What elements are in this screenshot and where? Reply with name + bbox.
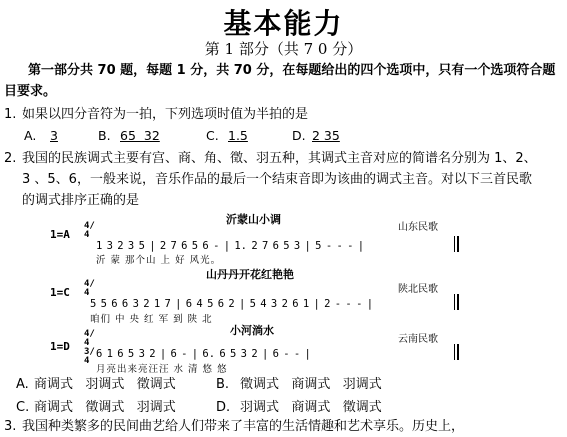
- time-signature: 4/4: [84, 279, 95, 298]
- question-text-line: 3 、5、6，一般来说，音乐作品的最后一个结束音即为该曲的调式主音。对以下三首民歌: [22, 172, 532, 187]
- option-letter: A.: [24, 128, 37, 143]
- page-title: 基本能力: [223, 7, 344, 40]
- song-title: 小河淌水: [230, 324, 274, 337]
- key-signature: 1=A: [50, 228, 70, 241]
- question-text: 如果以四分音符为一拍，下列选项时值为半拍的是: [22, 107, 309, 122]
- barline: [454, 344, 455, 360]
- question-text: 我国种类繁多的民间曲艺给人们带来了丰富的生活情趣和艺术享乐。历史上，: [22, 419, 465, 434]
- key-signature: 1=D: [50, 340, 70, 353]
- option-letter: C.: [16, 400, 30, 415]
- option-letter: A.: [16, 377, 29, 392]
- option-value: 商调式 徵调式 羽调式: [34, 400, 176, 415]
- option-letter: D.: [216, 400, 231, 415]
- time-signature: 4/4 3/4: [84, 329, 95, 366]
- option-letter: B.: [98, 128, 111, 143]
- question-number: 3.: [4, 419, 17, 434]
- option-value: 1.5: [228, 128, 248, 143]
- key-signature: 1=C: [50, 286, 70, 299]
- score-lyrics: 沂 蒙 那个山 上 好 风光。: [96, 255, 222, 266]
- score-lyrics: 月亮出来亮汪汪 水 清 悠 悠: [96, 364, 228, 375]
- option-letter: D.: [292, 128, 306, 143]
- question-number: 1.: [4, 107, 17, 122]
- section-subtitle: 第 1 部分（共 7 0 分）: [204, 40, 363, 58]
- question-number: 2.: [4, 151, 17, 166]
- score-notes: 5 5 6 6 3 2 1 7 | 6 4 5 6 2 | 5 4 3 2 6 1 | 2 - - - |: [90, 298, 374, 310]
- option-value: 65 32: [120, 128, 160, 143]
- option-letter: C.: [206, 128, 219, 143]
- score-notes: 6 1 6 5 3 2 | 6 - | 6. 6 5 3 2 | 6 - - |: [96, 348, 311, 360]
- option-value: 徵调式 商调式 羽调式: [240, 377, 382, 392]
- score-notes: 1 3 2 3 5 | 2 7 6 5 6 - | 1. 2 7 6 5 3 | 5 - - - |: [96, 240, 365, 252]
- song-title: 沂蒙山小调: [226, 213, 281, 226]
- barline: [454, 236, 455, 252]
- final-barline: [457, 294, 459, 310]
- final-barline: [457, 344, 459, 360]
- option-value: 2 35: [312, 128, 340, 143]
- final-barline: [457, 236, 459, 252]
- time-signature: 4/4: [84, 221, 95, 240]
- option-letter: B.: [216, 377, 230, 392]
- option-value: 羽调式 商调式 徵调式: [240, 400, 382, 415]
- song-origin: 山东民歌: [398, 222, 438, 233]
- song-origin: 云南民歌: [398, 334, 438, 345]
- option-value: 商调式 羽调式 徵调式: [34, 377, 176, 392]
- question-text-line: 我国的民族调式主要有宫、商、角、徵、羽五种，其调式主音对应的简谱名分别为 1、2、: [22, 151, 537, 166]
- instruction-text: 第一部分共 70 题，每题 1 分，共 70 分，在每题给出的四个选项中，只有一个选项符合题目要求。: [4, 63, 556, 99]
- song-title: 山丹丹开花红艳艳: [206, 268, 294, 281]
- barline: [454, 294, 455, 310]
- option-value: 3: [50, 128, 58, 143]
- score-lyrics: 咱们 中 央 红 军 到 陕 北: [90, 314, 213, 325]
- song-origin: 陕北民歌: [398, 284, 438, 295]
- question-text-line: 的调式排序正确的是: [22, 193, 140, 208]
